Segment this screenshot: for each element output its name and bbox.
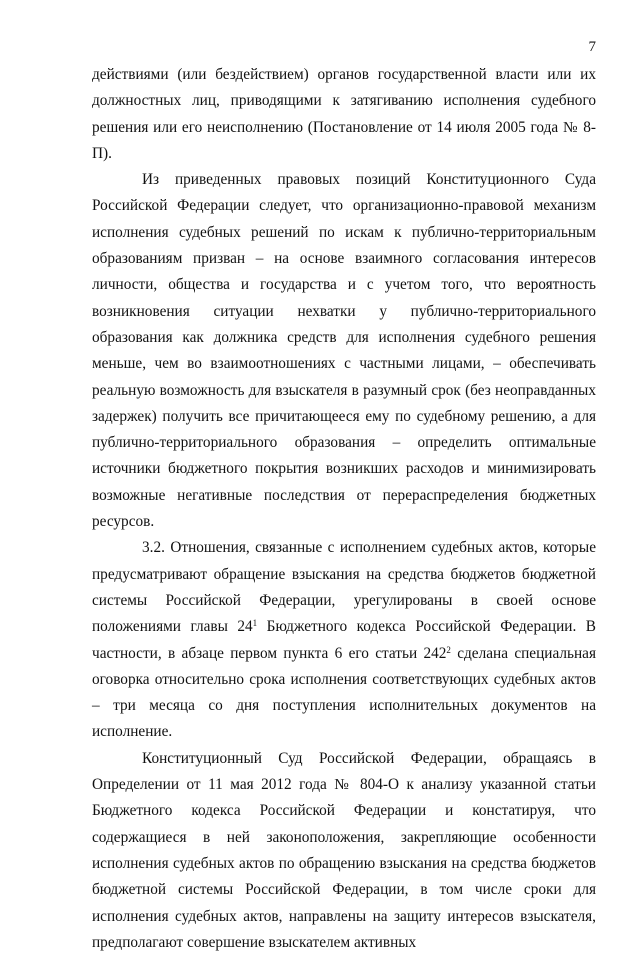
paragraph-text-part: 3.2. Отношения, связанные с исполнением судебных актов, которые предусматривают обращение взыскания на средства бюджетов бюджетной системы Российской Федерации, урегулированы в своей основе положениями главы 24 [92, 539, 596, 636]
paragraph-ruling-2012: Конституционный Суд Российской Федерации, обращаясь в Определении от 11 мая 2012 года № 804-О к анализу указанной статьи Бюджетного кодекса Российской Федерации и констатируя, что содержащиеся в ней законоположения, закрепляющие особенности исполнения судебных актов по обращению взыскания на средства бюджетов бюджетной системы Российской Федерации, в том числе сроки для исполнения судебных актов, направлены на защиту интересов взыскателя, предполагают совершение взыскателем активных [92, 749, 596, 951]
paragraph-court-positions: Из приведенных правовых позиций Конституционного Суда Российской Федерации следует, что организационно-правовой механизм исполнения судебных решений по искам к публично-территориальным образованиям призван – на основе взаимного согласования интересов личности, общества и государства и с учетом того, что вероятность возникновения ситуации нехватки у публично-территориального образования как должника средств для исполнения судебного решения меньше, чем во взаимоотношениях с частными лицами, – обеспечивать реальную возможность для взыскателя в разумный срок (без неоправданных задержек) получить все причитающееся ему по судебному решению, а для публично-территориального образования – определить оптимальные источники бюджетного покрытия возникших расходов и минимизировать возможные негативные последствия от перераспределения бюджетных ресурсов. [92, 171, 596, 531]
document-body [92, 62, 596, 956]
chapter-superscript: 1 [252, 618, 258, 629]
paragraph-text-part: сделана специальная оговорка относительно срока исполнения соответствующих судебных актов – три месяца со дня поступления исполнительных документов на исполнение. [92, 644, 597, 741]
article-superscript: 2 [446, 644, 451, 655]
page-number: 7 [588, 39, 596, 55]
paragraph-continuation: действиями (или бездействием) органов государственной власти или их должностных лиц, приводящими к затягиванию исполнения судебного решения или его неисполнению (Постановление от 14 июля 2005 года № 8-П). [92, 66, 596, 162]
paragraph-section-3-2 [92, 535, 596, 745]
paragraph-text-part: Бюджетного кодекса Российской Федерации. В частности, в абзаце первом пункта 6 его статьи 242 [92, 618, 596, 662]
